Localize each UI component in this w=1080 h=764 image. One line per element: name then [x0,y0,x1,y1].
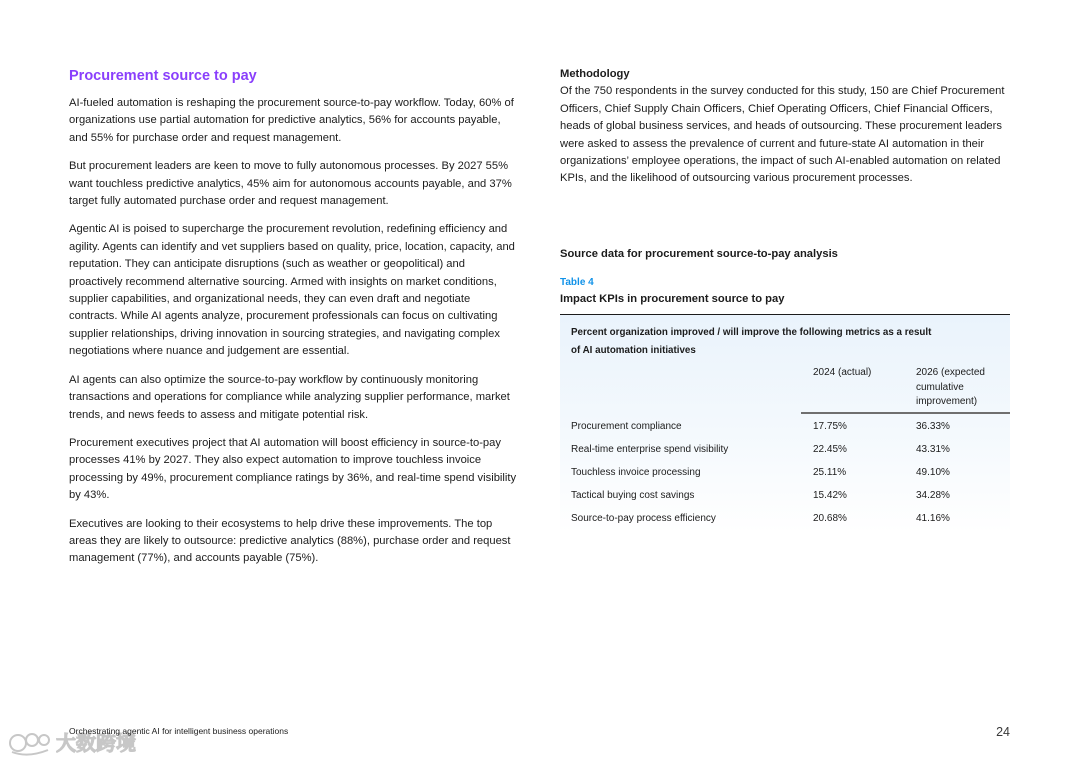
paragraph-6: Executives are looking to their ecosystems to help drive these improvements. The top areas they are likely to outsource: predictive analytics (88%), purchase order and request management (77%), and accounts payable (75%). [69,517,511,565]
value-2026: 49.10% [916,467,950,478]
metric-name: Touchless invoice processing [571,467,701,478]
table-row [560,415,1010,438]
value-2024: 20.68% [813,513,847,524]
column-divider [801,412,1010,414]
table-header-line-2: of AI automation initiatives [571,344,696,356]
methodology-title: Methodology [560,68,630,80]
table-header-line-1: Percent organization improved / will improve the following metrics as a result [571,327,932,338]
value-2026: 41.16% [916,513,950,524]
watermark-logo-icon [8,730,52,756]
table-label: Table 4 [560,277,594,288]
value-2026: 36.33% [916,421,950,432]
source-data-title: Source data for procurement source-to-pay analysis [560,248,838,260]
kpi-table [560,314,1010,533]
metric-name: Procurement compliance [571,421,682,432]
page-number: 24 [996,725,1010,739]
value-2026: 34.28% [916,490,950,501]
table-row [560,461,1010,484]
value-2024: 15.42% [813,490,847,501]
section-title: Procurement source to pay [69,68,257,84]
paragraph-1: AI-fueled automation is reshaping the procurement source-to-pay workflow. Today, 60% of organizations use partial automation for predictive analytics, 56% for accounts payable, and 55% for purchase order and request management. [69,97,514,144]
svg-text:大数跨境: 大数跨境 [56,731,136,755]
value-2026: 43.31% [916,444,950,455]
value-2024: 25.11% [813,467,847,478]
paragraph-5: Procurement executives project that AI automation will boost efficiency in source-to-pay processes 41% by 2027. They also expect automation to improve touchless invoice processing by 49%, procurement compliance ratings by 36%, and real-time spend visibility by 43%. [69,436,517,502]
footer-text: Orchestrating agentic AI for intelligent business operations [69,726,289,736]
methodology-block [560,66,1010,188]
table-row [560,507,1010,530]
table-header [571,324,971,359]
left-column [69,66,521,579]
paragraph-4: AI agents can also optimize the source-to-pay workflow by continuously monitoring transactions and operations for compliance while analyzing supplier performance, market trends, and news feeds to assess and mitigate potential risk. [69,373,510,421]
table-row [560,484,1010,507]
methodology-body: Of the 750 respondents in the survey conducted for this study, 150 are Chief Procurement Officers, Chief Supply Chain Officers, Chief Operating Officers, Chief Financial Officers, heads of global business services, and heads of outsourcing. These procurement leaders were asked to assess the prevalence of current and future-state AI automation in their organizations’ employee operations, the impact of such AI-enabled automation on related KPIs, and the likelihood of outsourcing various procurement processes. [560,85,1005,185]
metric-name: Source-to-pay process efficiency [571,513,716,524]
column-header-2024: 2024 (actual) [813,367,872,378]
value-2024: 17.75% [813,421,847,432]
paragraph-2: But procurement leaders are keen to move to fully autonomous processes. By 2027 55% want touchless predictive analytics, 45% aim for autonomous accounts payable, and 37% target fully automated purchase order and request management. [69,160,512,208]
metric-name: Tactical buying cost savings [571,490,695,501]
paragraph-3: Agentic AI is poised to supercharge the procurement revolution, redefining efficiency and agility. Agents can identify and vet suppliers based on quality, price, location, capacity, and reputation. They can anticipate disruptions (such as weather or geopolitical) and proactively recommend alternative sourcing. Armed with insights on market conditions, supplier capabilities, and organizational needs, they can even draft and negotiate contracts. While AI agents analyze, procurement professionals can focus on cultivating supplier relationships, driving innovation in sourcing strategies, and navigating complex negotiations where nuance and judgement are essential. [69,223,515,358]
value-2024: 22.45% [813,444,847,455]
table-caption: Impact KPIs in procurement source to pay [560,293,785,305]
table-row [560,438,1010,461]
column-header-2026: 2026 (expected cumulative improvement) [916,367,985,407]
metric-name: Real-time enterprise spend visibility [571,444,729,455]
